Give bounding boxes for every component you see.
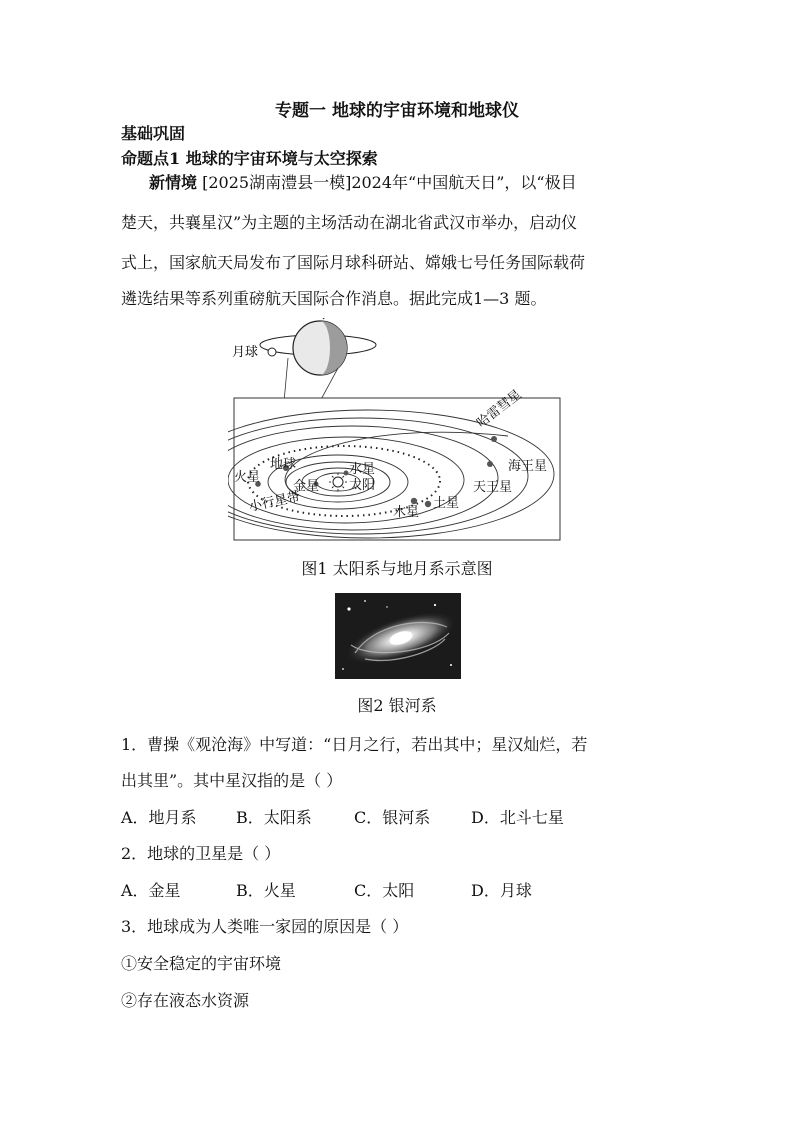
axis-arrow — [323, 318, 331, 319]
intro-line-3: 式上，国家航天局发布了国际月球科研站、嫦娥七号任务国际载荷 — [121, 253, 586, 272]
solar-system-diagram — [228, 318, 568, 546]
q1-line-2: 出其里”。其中星汉指的是（ ） — [121, 771, 343, 790]
q1-line-1: 1．曹操《观沧海》中写道：“日月之行，若出其中；星汉灿烂，若 — [121, 735, 588, 754]
asteroid-belt-label: 小行星带 — [247, 489, 302, 515]
q1-option-b[interactable]: B．太阳系 — [236, 808, 312, 827]
q2-option-b[interactable]: B．火星 — [236, 881, 296, 900]
neptune-label: 海王星 — [508, 459, 548, 474]
milky-way-image — [335, 593, 461, 679]
venus-label: 金星 — [293, 479, 320, 494]
moon-label: 月球 — [232, 345, 259, 360]
q3-stem: 3．地球成为人类唯一家园的原因是（ ） — [121, 917, 409, 936]
page-title: 专题一 地球的宇宙环境和地球仪 — [275, 101, 519, 121]
q3-item-1: ①安全稳定的宇宙环境 — [121, 954, 282, 973]
intro-lead: 新情境 — [149, 173, 198, 192]
intro-line-1-text: [2025湖南澧县一模]2024年“中国航天日”，以“极目 — [202, 173, 577, 192]
section-heading: 基础巩固 — [121, 124, 186, 143]
intro-line-2: 楚天，共襄星汉”为主题的主场活动在湖北省武汉市举办，启动仪 — [121, 213, 578, 232]
figure1-caption: 图1 太阳系与地月系示意图 — [301, 559, 493, 578]
mercury-label: 水星 — [349, 462, 376, 477]
q3-item-2: ②存在液态水资源 — [121, 991, 250, 1010]
q2-stem: 2．地球的卫星是（ ） — [121, 844, 281, 863]
sun-label: 太阳 — [349, 478, 376, 493]
mars-label: 火星 — [234, 470, 261, 485]
q2-option-d[interactable]: D．月球 — [471, 881, 532, 900]
uranus-label: 天王星 — [473, 480, 513, 495]
intro-line-1 — [149, 163, 577, 203]
q1-option-a[interactable]: A．地月系 — [121, 808, 197, 827]
intro-line-4: 遴选结果等系列重磅航天国际合作消息。据此完成1—3 题。 — [121, 289, 547, 308]
figure2-caption: 图2 银河系 — [357, 696, 437, 715]
earth-label: 地球 — [270, 457, 297, 472]
saturn-label: 土星 — [433, 496, 460, 511]
topic-heading: 命题点1 地球的宇宙环境与太空探索 — [121, 149, 378, 168]
jupiter-label: 木星 — [393, 505, 420, 520]
moon-dot — [268, 348, 276, 356]
q2-option-c[interactable]: C．太阳 — [354, 881, 415, 900]
sun-icon — [333, 477, 343, 487]
q2-option-a[interactable]: A．金星 — [121, 881, 181, 900]
q1-option-d[interactable]: D．北斗七星 — [471, 808, 564, 827]
comet-label: 哈雷彗星 — [474, 387, 525, 432]
q1-option-c[interactable]: C．银河系 — [354, 808, 431, 827]
